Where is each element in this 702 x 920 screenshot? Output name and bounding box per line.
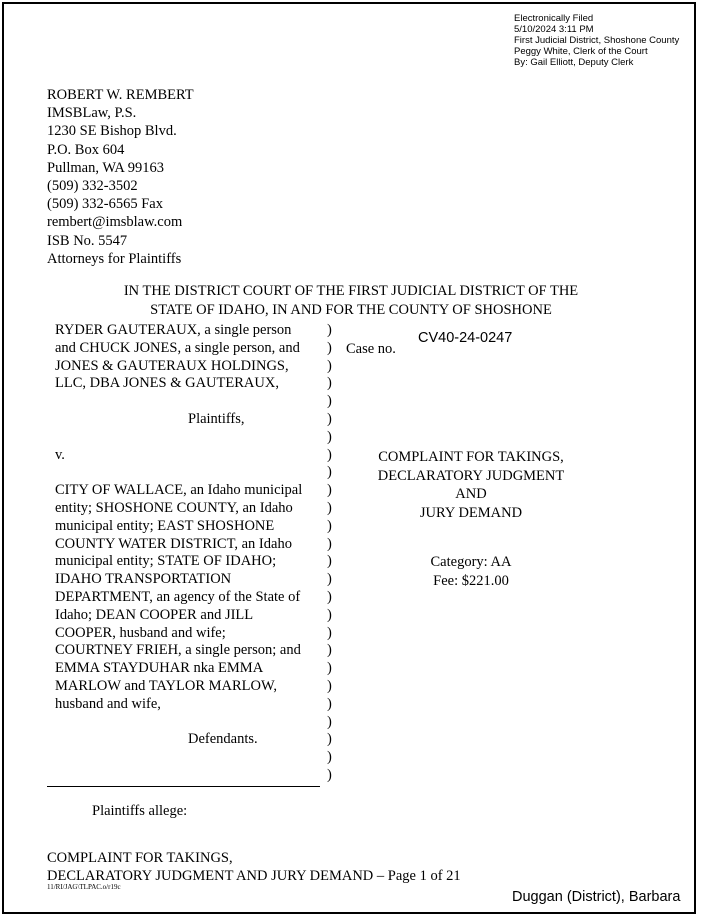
stamp-line: Peggy White, Clerk of the Court xyxy=(514,46,648,57)
caption-paren: ) xyxy=(327,482,332,499)
caption-paren: ) xyxy=(327,749,332,766)
caption-paren: ) xyxy=(327,499,332,516)
defendant-line: municipal entity; EAST SHOSHONE xyxy=(55,517,275,534)
filing-stamp xyxy=(514,13,679,68)
attorney-line: ISB No. 5547 xyxy=(47,232,128,249)
defendant-line: husband and wife, xyxy=(55,695,161,712)
defendant-line: DEPARTMENT, an agency of the State of xyxy=(55,588,301,605)
caption-paren: ) xyxy=(327,624,332,641)
case-caption-parties xyxy=(55,322,325,749)
stamp-line: Electronically Filed xyxy=(514,13,594,24)
defendants-label: Defendants. xyxy=(188,731,258,748)
defendant-line: MARLOW and TAYLOR MARLOW, xyxy=(55,677,277,694)
caption-paren: ) xyxy=(327,517,332,534)
caption-paren: ) xyxy=(327,339,332,356)
caption-paren: ) xyxy=(327,677,332,694)
page-footer xyxy=(47,849,461,885)
caption-paren: ) xyxy=(327,535,332,552)
stamp-line: By: Gail Elliott, Deputy Clerk xyxy=(514,57,634,68)
plaintiffs-label: Plaintiffs, xyxy=(188,410,245,427)
fee-label: Fee: $221.00 xyxy=(433,572,509,589)
defendant-line: entity; SHOSHONE COUNTY, an Idaho xyxy=(55,499,293,516)
caption-rule xyxy=(47,786,320,787)
attorney-block xyxy=(47,86,194,268)
defendant-line: CITY OF WALLACE, an Idaho municipal xyxy=(55,482,303,499)
attorney-line: (509) 332-3502 xyxy=(47,178,138,195)
footer-line: COMPLAINT FOR TAKINGS, xyxy=(47,850,233,866)
footer-line: DECLARATORY JUDGMENT AND JURY DEMAND – Page 1 of 21 xyxy=(47,868,461,884)
caption-paren: ) xyxy=(327,606,332,623)
caption-paren: ) xyxy=(327,357,332,374)
case-no-label: Case no. xyxy=(346,341,396,357)
defendant-line: EMMA STAYDUHAR nka EMMA xyxy=(55,660,264,677)
opening-line: Plaintiffs allege: xyxy=(92,803,188,819)
caption-paren: ) xyxy=(327,660,332,677)
attorney-line: P.O. Box 604 xyxy=(47,141,125,158)
stamp-line: 5/10/2024 3:11 PM xyxy=(514,24,594,35)
attorney-line: 1230 SE Bishop Blvd. xyxy=(47,123,177,140)
category-label: Category: AA xyxy=(430,554,512,570)
plaintiff-line: and CHUCK JONES, a single person, and xyxy=(55,339,300,356)
attorney-line: Attorneys for Plaintiffs xyxy=(47,250,182,267)
blank-line xyxy=(55,429,325,447)
caption-paren: ) xyxy=(327,393,332,410)
document-title-line: DECLARATORY JUDGMENT xyxy=(377,467,565,484)
plaintiff-line: RYDER GAUTERAUX, a single person xyxy=(55,322,292,338)
defendant-line: COUNTY WATER DISTRICT, an Idaho xyxy=(55,535,292,552)
caption-paren: ) xyxy=(327,713,332,730)
caption-paren: ) xyxy=(327,695,332,712)
caption-paren: ) xyxy=(327,642,332,659)
caption-paren: ) xyxy=(327,731,332,748)
caption-paren: ) xyxy=(327,766,332,783)
caption-paren: ) xyxy=(327,410,332,427)
document-title-line: AND xyxy=(455,486,487,502)
document-title-line: JURY DEMAND xyxy=(419,504,523,521)
caption-paren: ) xyxy=(327,588,332,605)
blank-line xyxy=(55,393,325,411)
defendant-line: COURTNEY FRIEH, a single person; and xyxy=(55,642,301,659)
case-number: CV40-24-0247 xyxy=(418,330,513,346)
attorney-line: (509) 332-6565 Fax xyxy=(47,196,163,213)
caption-paren: ) xyxy=(327,322,332,338)
assigned-judge: Duggan (District), Barbara xyxy=(512,889,681,905)
caption-paren: ) xyxy=(327,571,332,588)
defendant-line: COOPER, husband and wife; xyxy=(55,624,226,641)
caption-paren: ) xyxy=(327,428,332,445)
document-title xyxy=(346,448,596,522)
court-heading-line: IN THE DISTRICT COURT OF THE FIRST JUDICIAL DISTRICT OF THE xyxy=(123,283,579,299)
defendant-line: municipal entity; STATE OF IDAHO; xyxy=(55,553,277,570)
attorney-line: IMSBLaw, P.S. xyxy=(47,105,137,122)
caption-paren: ) xyxy=(327,446,332,463)
plaintiff-line: LLC, DBA JONES & GAUTERAUX, xyxy=(55,375,279,392)
filing-category-block xyxy=(346,553,596,590)
court-heading-line: STATE OF IDAHO, IN AND FOR THE COUNTY OF SHOSHONE xyxy=(150,302,552,318)
caption-paren: ) xyxy=(327,375,332,392)
footer-file-code: 11/RI/JAG\TLPAC.o/r19c xyxy=(47,883,121,891)
attorney-email: rembert@imsblaw.com xyxy=(47,214,183,231)
versus-label: v. xyxy=(55,446,65,463)
caption-paren: ) xyxy=(327,464,332,481)
caption-paren: ) xyxy=(327,553,332,570)
caption-paren-column xyxy=(327,322,332,785)
court-heading xyxy=(0,282,702,320)
defendant-line: Idaho; DEAN COOPER and JILL xyxy=(55,606,254,623)
document-title-line: COMPLAINT FOR TAKINGS, xyxy=(378,449,564,465)
plaintiff-line: JONES & GAUTERAUX HOLDINGS, xyxy=(55,357,289,374)
attorney-line: Pullman, WA 99163 xyxy=(47,159,164,176)
blank-line xyxy=(55,464,325,482)
blank-line xyxy=(55,714,325,732)
attorney-line: ROBERT W. REMBERT xyxy=(47,87,194,103)
defendant-line: IDAHO TRANSPORTATION xyxy=(55,571,232,588)
stamp-line: First Judicial District, Shoshone County xyxy=(514,35,680,46)
